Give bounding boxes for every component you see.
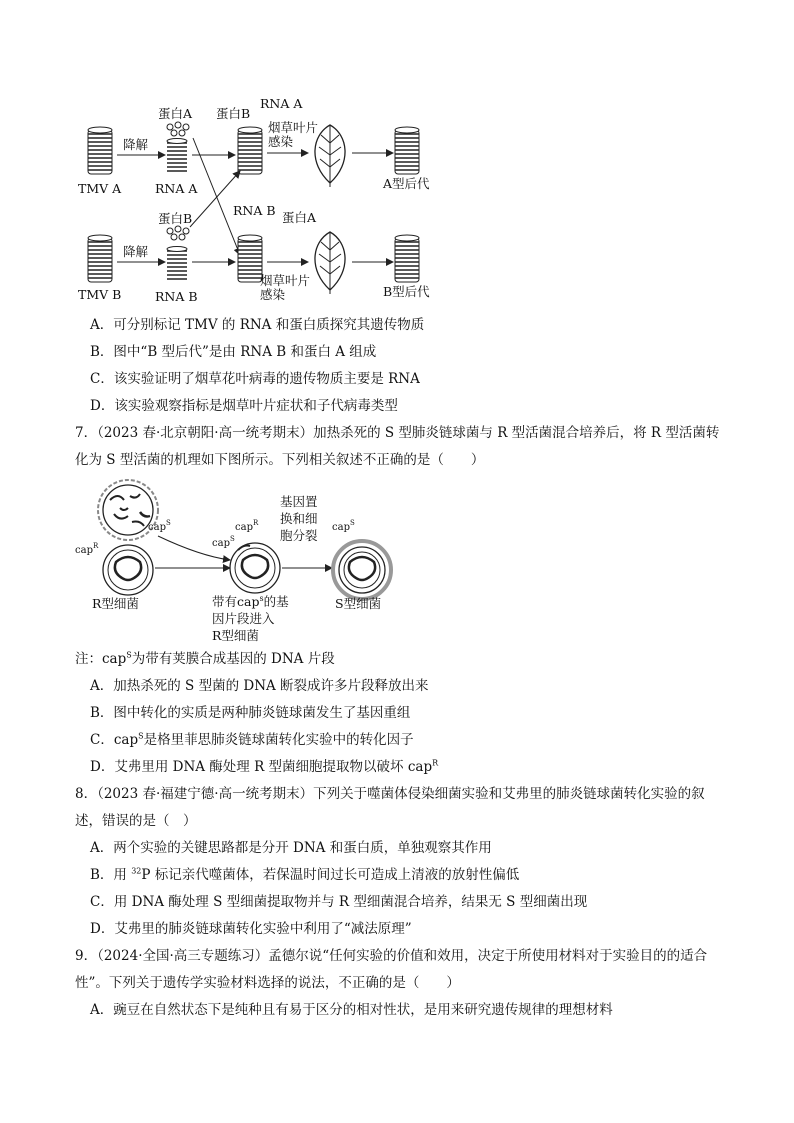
rna-b-mid-label: RNA B: [233, 203, 276, 218]
q6-option-a: A．可分别标记 TMV 的 RNA 和蛋白质探究其遗传物质: [90, 317, 425, 333]
rna-b-coil-icon: [167, 247, 187, 280]
infect-bottom-line1: 烟草叶片: [260, 273, 311, 288]
transformation-figure: [70, 478, 400, 643]
hybrid-virus-b-icon: [238, 235, 262, 282]
tobacco-leaf-icon-bottom: [315, 232, 345, 294]
q8-stem-line2: 述，错误的是（ ）: [75, 813, 197, 829]
q6-option-b: B．图中“B 型后代”是由 RNA B 和蛋白 A 组成: [90, 344, 377, 360]
q7-option-d: D．艾弗里用 DNA 酶处理 R 型菌细胞提取物以破坏 cap$^R$: [90, 758, 439, 775]
tobacco-leaf-icon-top: [315, 125, 345, 187]
q9-stem-line2: 性”。下列关于遗传学实验材料选择的说法，不正确的是（ ）: [75, 975, 460, 991]
fragment-entry-line2: 因片段进入: [212, 611, 275, 626]
cap-s-label-1: cap$^S$: [148, 519, 171, 533]
cap-r-label-left: cap$^R$: [75, 542, 99, 556]
protein-b-mid-label: 蛋白B: [158, 211, 193, 226]
protein-b-top-label: 蛋白B: [216, 106, 251, 121]
r-bacterium-icon: [103, 545, 153, 595]
protein-subunit-icon: [167, 226, 189, 240]
q8-option-c: C．用 DNA 酶处理 S 型细菌提取物并与 R 型细菌混合培养，结果无 S 型细菌出现: [90, 894, 588, 910]
transforming-bacterium-icon: [230, 543, 280, 593]
protein-subunit-icon: [167, 122, 189, 136]
fragment-entry-line3: R型细菌: [212, 628, 259, 643]
q7-note: 注：cap$^S$为带有荚膜合成基因的 DNA 片段: [75, 650, 335, 667]
q7-option-b: B．图中转化的实质是两种肺炎链球菌发生了基因重组: [90, 705, 411, 721]
tmv-a-icon: [88, 127, 112, 174]
q9-option-a: A．豌豆在自然状态下是纯种且有易于区分的相对性状，是用来研究遗传规律的理想材料: [90, 1002, 613, 1018]
offspring-b-icon: [395, 235, 419, 282]
cap-s-label-mid: cap$^S$: [212, 535, 235, 549]
s-bacterium-icon: [333, 541, 391, 599]
q7-option-c: C．cap$^S$是格里菲思肺炎链球菌转化实验中的转化因子: [90, 731, 414, 748]
q7-stem-line2: 化为 S 型活菌的机理如下图所示。下列相关叙述不正确的是（ ）: [75, 452, 485, 468]
infect-top-line2: 感染: [268, 134, 294, 149]
offspring-a-label: A型后代: [383, 176, 430, 191]
q7-stem-line1: 7．（2023 春·北京朝阳·高一统考期末）加热杀死的 S 型肺炎链球菌与 R 型活菌混合培养后，将 R 型活菌转: [75, 425, 720, 441]
process-line3: 胞分裂: [280, 528, 318, 543]
tmv-b-label: TMV B: [78, 287, 122, 302]
q8-option-a: A．两个实验的关键思路都是分开 DNA 和蛋白质，单独观察其作用: [90, 840, 492, 856]
protein-a-mid-label: 蛋白A: [282, 210, 317, 225]
rna-a-coil-icon: [167, 139, 187, 172]
q8-option-b: B．用 $^{32}$P 标记亲代噬菌体，若保温时间过长可造成上清液的放射性偏低: [90, 866, 520, 883]
hybrid-virus-a-icon: [238, 127, 262, 174]
offspring-b-label: B型后代: [383, 284, 430, 299]
q9-stem-line1: 9．（2024·全国·高三专题练习）孟德尔说“任何实验的价值和效用，决定于所使用材料对于实验目的的适合: [75, 948, 708, 964]
rna-b-bottom-label: RNA B: [155, 289, 198, 304]
q8-stem-line1: 8．（2023 春·福建宁德·高一统考期末）下列关于噬菌体侵染细菌实验和艾弗里的肺炎链球菌转化实验的叙: [75, 786, 705, 802]
q8-option-d: D．艾弗里的肺炎链球菌转化实验中利用了“减法原理”: [90, 921, 412, 937]
cap-r-label-mid: cap$^R$: [235, 519, 259, 533]
protein-a-top-label: 蛋白A: [158, 106, 193, 121]
degrade-label-top: 降解: [123, 137, 149, 152]
q6-option-d: D．该实验观察指标是烟草叶片症状和子代病毒类型: [90, 398, 398, 414]
process-line1: 基因置: [280, 494, 318, 509]
rna-a-mid-label: RNA A: [155, 181, 198, 196]
r-bacteria-label: R型细菌: [92, 596, 139, 611]
q6-option-c: C．该实验证明了烟草花叶病毒的遗传物质主要是 RNA: [90, 371, 420, 387]
tmv-b-icon: [88, 235, 112, 282]
offspring-a-icon: [395, 127, 419, 174]
tmv-a-label: TMV A: [78, 181, 122, 196]
degrade-label-bottom: 降解: [123, 244, 149, 259]
rna-a-top-label: RNA A: [260, 96, 303, 111]
q7-option-a: A．加热杀死的 S 型菌的 DNA 断裂成许多片段释放出来: [90, 678, 429, 694]
infect-bottom-line2: 感染: [260, 287, 286, 302]
cap-s-label-right: cap$^S$: [332, 519, 355, 533]
process-line2: 换和细: [280, 511, 318, 526]
fragment-entry-line1: 带有cap$^s$的基: [212, 594, 289, 609]
tmv-experiment-figure: [70, 95, 450, 305]
infect-top-line1: 烟草叶片: [268, 120, 319, 135]
s-bacteria-label: S型细菌: [335, 596, 382, 611]
